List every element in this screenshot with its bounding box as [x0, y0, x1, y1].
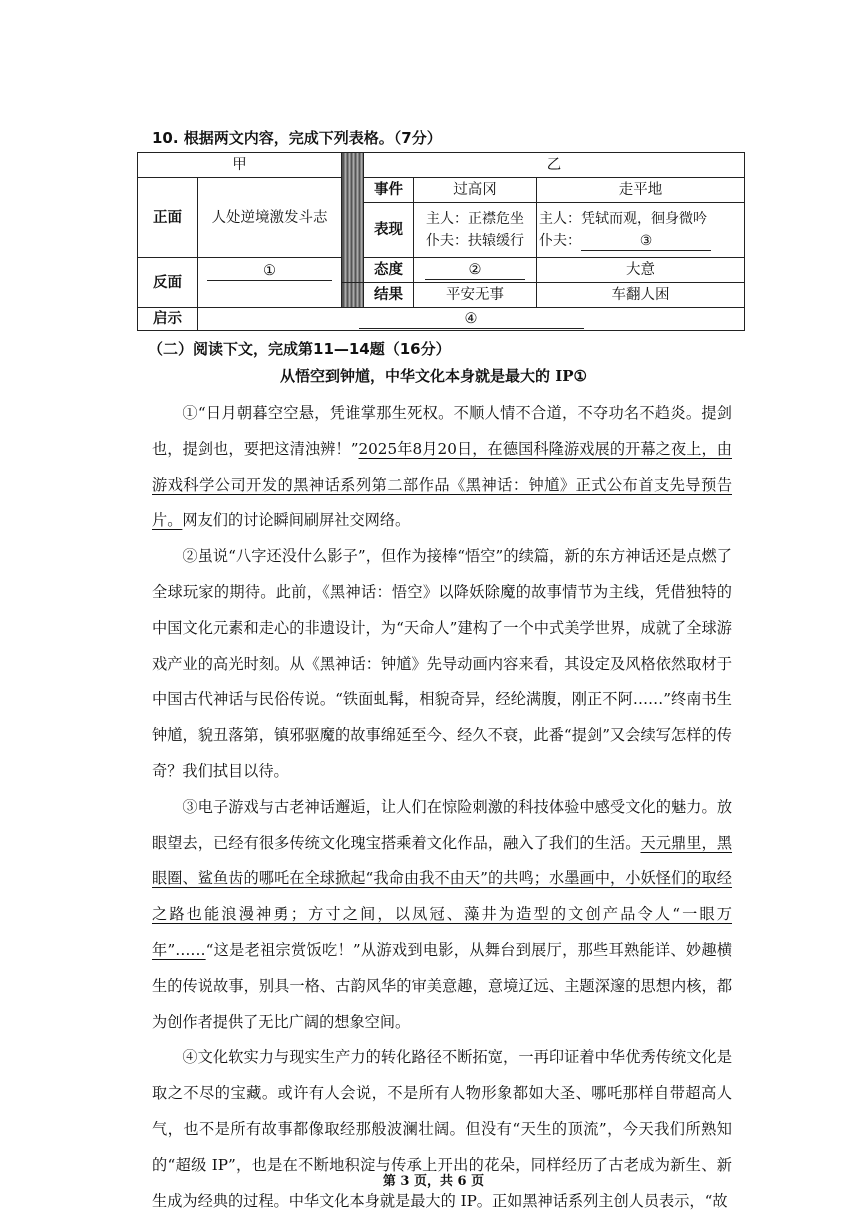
biaoxian-2-line-2 [539, 230, 742, 252]
paragraph-1 [152, 396, 732, 539]
jieguo-cell-1: 平安无事 [414, 283, 537, 308]
answer-blank-4[interactable]: ④ [359, 310, 584, 329]
event-cell-1: 过高冈 [414, 178, 537, 203]
biaoxian-1-line-1: 主人：正襟危坐 [426, 211, 524, 227]
row-label-zhengmian: 正面 [138, 178, 198, 258]
binding-strip-lower [342, 283, 364, 308]
biaoxian-1-line-2: 仆夫：扶辕缓行 [426, 233, 524, 249]
qishi-cell [198, 308, 745, 331]
jia-zhengmian-cell: 人处逆境激发斗志 [198, 178, 342, 258]
row-label-qishi: 启示 [138, 308, 198, 331]
paragraph-1-tail: 网友们的讨论瞬间刷屏社交网络。 [182, 511, 411, 530]
biaoxian-2-line-1: 主人：凭轼而观，徊身微吟 [539, 211, 707, 227]
header-yi: 乙 [364, 153, 745, 178]
taidu-cell-2: 大意 [537, 258, 745, 283]
paragraph-1-underlined: 2025年8月20日，在德国科隆游戏展的开幕之夜上，由游戏科学公司开发的黑神话系列第二部作品《黑神话：钟馗》正式公布首支先导预告片。 [152, 439, 732, 530]
answer-blank-1[interactable]: ① [207, 262, 332, 281]
event-cell-2: 走平地 [537, 178, 745, 203]
taidu-cell-1 [414, 258, 537, 283]
jia-fanmian-cell [198, 258, 342, 308]
answer-blank-2[interactable]: ② [425, 261, 525, 280]
article-body [152, 396, 732, 1219]
paragraph-3-tail: “这是老祖宗赏饭吃！”从游戏到电影，从舞台到展厅，那些耳熟能详、妙趣横生的传说故事，别具一格、古韵风华的审美意趣，意境辽远、主题深邃的思想内核，都为创作者提供了无比广阔的想象空间。 [152, 940, 733, 1031]
question-heading: 10. 根据两文内容，完成下列表格。（7分） [152, 129, 442, 147]
paragraph-2: ②虽说“八字还没什么影子”，但作为接棒“悟空”的续篇，新的东方神话还是点燃了全球玩家的期待。此前，《黑神话：悟空》以降妖除魔的故事情节为主线，凭借独特的中国文化元素和走心的非遗设计，为“天命人”建构了一个中式美学世界，成就了全球游戏产业的高光时刻。从《黑神话：钟馗》先导动画内容来看，其设定及风格依然取材于中国古代神话与民俗传说。“铁面虬髯，相貌奇异，经纶满腹，刚正不阿……”终南书生钟馗，貌丑落第，镇邪驱魔的故事绵延至今、经久不衰，此番“提剑”又会续写怎样的传奇？我们拭目以待。 [152, 547, 732, 780]
label-taidu: 态度 [364, 258, 414, 283]
jieguo-cell-2: 车翻人困 [537, 283, 745, 308]
paragraph-1-quote: ①“日月朝暮空空悬，凭谁掌那生死权。不顺人情不合道，不夺功名不趋炎。提剑也，提剑也，要把这清浊辨！” [152, 404, 732, 458]
biaoxian-2-line-2-label: 仆夫： [539, 233, 581, 249]
paragraph-3 [152, 790, 732, 1041]
article-title: 从悟空到钟馗，中华文化本身就是最大的 IP① [280, 367, 587, 385]
answer-blank-3[interactable]: ③ [581, 232, 711, 251]
binding-strip [342, 153, 364, 283]
answer-table [137, 152, 745, 331]
label-biaoxian: 表现 [364, 203, 414, 258]
paragraph-4: ④文化软实力与现实生产力的转化路径不断拓宽，一再印证着中华优秀传统文化是取之不尽的宝藏。或许有人会说，不是所有人物形象都如大圣、哪吒那样自带超高人气，也不是所有故事都像取经那般波澜壮阔。但没有“天生的顶流”，今天我们所熟知的“超级 IP”，也是在不断地积淀与传承上开出的花朵，同样经历了古老成为新生、新生成为经典的过程。中华文化本身就是最大的 IP。正如黑神话系列主创人员表示，“故 [152, 1048, 732, 1210]
section-heading: （二）阅读下文，完成第11—14题（16分） [148, 340, 451, 358]
paragraph-3-lead: ③电子游戏与古老神话邂逅，让人们在惊险刺激的科技体验中感受文化的魅力。放眼望去，已经有很多传统文化瑰宝搭乘着文化作品，融入了我们的生活。 [152, 797, 732, 852]
header-jia: 甲 [138, 153, 342, 178]
page-number: 第 3 页，共 6 页 [382, 1174, 485, 1189]
biaoxian-cell-2 [537, 203, 745, 258]
label-jieguo: 结果 [364, 283, 414, 308]
row-label-fanmian: 反面 [138, 258, 198, 308]
paragraph-3-underlined: 天元鼎里，黑眼圈、鲨鱼齿的哪吒在全球掀起“我命由我不由天”的共鸣；水墨画中，小妖怪们的取经之路也能浪漫神勇；方寸之间，以凤冠、藻井为造型的文创产品令人“一眼万年”…… [152, 833, 733, 959]
biaoxian-cell-1 [414, 203, 537, 258]
label-shijian: 事件 [364, 178, 414, 203]
